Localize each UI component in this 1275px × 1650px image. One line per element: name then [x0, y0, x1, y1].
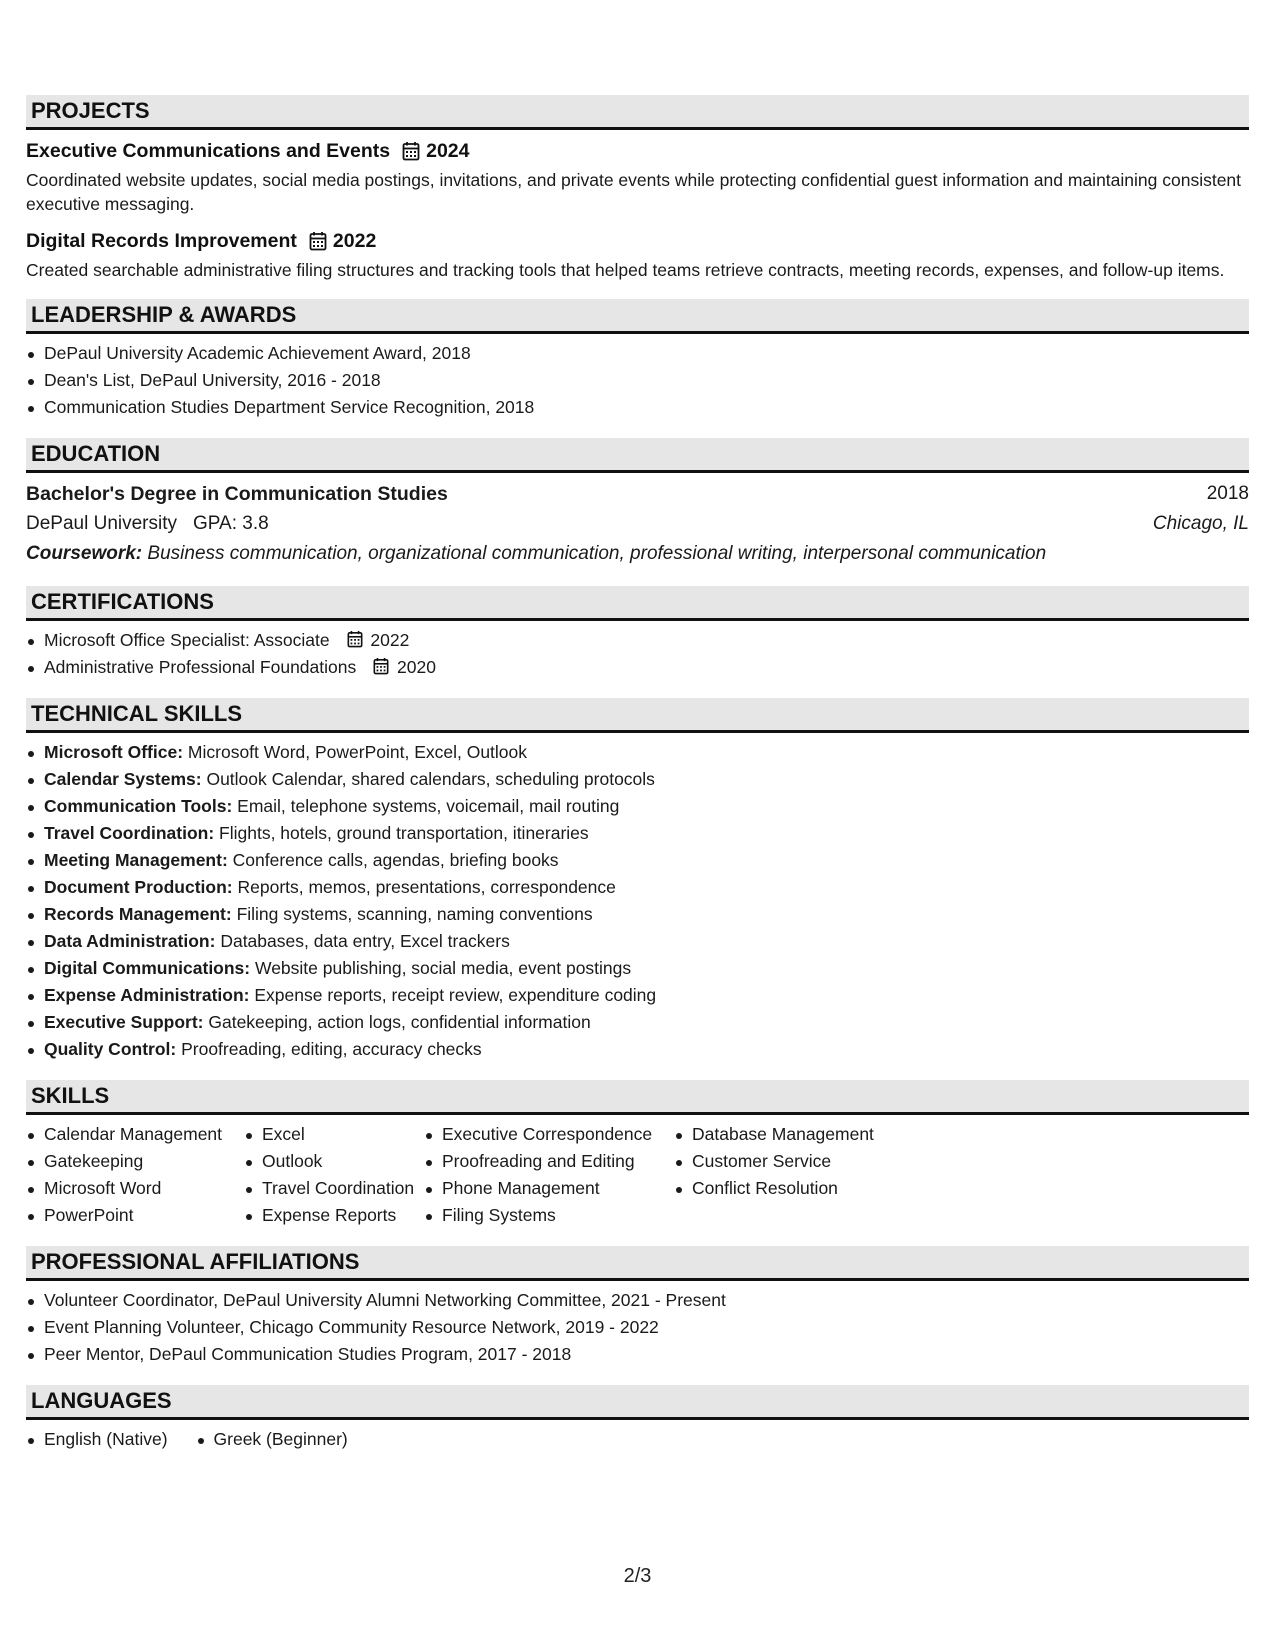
skill-details: Databases, data entry, Excel trackers	[220, 931, 510, 951]
project-title: Executive Communications and Events	[26, 140, 391, 162]
list-item: Event Planning Volunteer, Chicago Community Resource Network, 2019 - 2022	[26, 1314, 1249, 1341]
list-item: Excel	[244, 1121, 424, 1148]
university-name: DePaul University	[26, 513, 177, 534]
skill-category: Document Production:	[44, 877, 233, 897]
skill-category: Meeting Management:	[44, 850, 228, 870]
list-item	[26, 955, 1249, 982]
project-title-row	[26, 136, 1249, 166]
list-item	[26, 627, 1249, 654]
skill-details: Filing systems, scanning, naming conventions	[236, 904, 593, 924]
school-info	[26, 509, 269, 539]
coursework-label: Coursework:	[26, 543, 143, 564]
list-item	[26, 1036, 1249, 1063]
project-year: 2024	[426, 140, 470, 162]
technical-skills-list	[26, 739, 1249, 1063]
skills-heading: SKILLS	[26, 1080, 1249, 1115]
affiliations-heading: PROFESSIONAL AFFILIATIONS	[26, 1246, 1249, 1281]
list-item	[26, 1009, 1249, 1036]
gpa: GPA: 3.8	[193, 513, 269, 534]
list-item	[26, 982, 1249, 1009]
project-title-row	[26, 226, 1249, 256]
certification-year: 2020	[397, 657, 436, 677]
list-item: Greek (Beginner)	[196, 1426, 348, 1453]
languages-list	[26, 1426, 1249, 1453]
skills-column	[674, 1121, 924, 1229]
education-degree-row	[26, 479, 1249, 509]
calendar-icon	[347, 630, 363, 648]
school-location: Chicago, IL	[1152, 513, 1249, 534]
certification-name: Microsoft Office Specialist: Associate	[44, 630, 330, 650]
education-heading: EDUCATION	[26, 438, 1249, 473]
certification-name: Administrative Professional Foundations	[44, 657, 357, 677]
project-item	[26, 226, 1249, 282]
skills-grid	[26, 1121, 1249, 1229]
list-item: Microsoft Word	[26, 1175, 244, 1202]
skill-details: Expense reports, receipt review, expenditure coding	[254, 985, 657, 1005]
skill-details: Flights, hotels, ground transportation, itineraries	[219, 823, 589, 843]
coursework	[26, 539, 1249, 569]
skill-details: Microsoft Word, PowerPoint, Excel, Outlook	[187, 742, 528, 762]
skill-category: Expense Administration:	[44, 985, 250, 1005]
graduation-year: 2018	[1206, 483, 1249, 504]
list-item: Expense Reports	[244, 1202, 424, 1229]
projects-heading: PROJECTS	[26, 95, 1249, 130]
coursework-text: Business communication, organizational communication, professional writing, interpersonal communication	[147, 543, 1047, 564]
skill-category: Calendar Systems:	[44, 769, 202, 789]
skill-details: Reports, memos, presentations, correspondence	[237, 877, 616, 897]
skill-category: Quality Control:	[44, 1039, 177, 1059]
list-item: Peer Mentor, DePaul Communication Studies Program, 2017 - 2018	[26, 1341, 1249, 1368]
skills-column	[424, 1121, 674, 1229]
list-item	[26, 739, 1249, 766]
project-item	[26, 136, 1249, 216]
technical-skills-heading: TECHNICAL SKILLS	[26, 698, 1249, 733]
list-item: Customer Service	[674, 1148, 924, 1175]
list-item: Calendar Management	[26, 1121, 244, 1148]
list-item	[26, 847, 1249, 874]
affiliations-list	[26, 1287, 1249, 1368]
list-item: Communication Studies Department Service Recognition, 2018	[26, 394, 1249, 421]
calendar-icon	[309, 231, 327, 251]
page-number: 2/3	[623, 1565, 652, 1587]
list-item: English (Native)	[26, 1426, 168, 1453]
list-item: Outlook	[244, 1148, 424, 1175]
list-item: Filing Systems	[424, 1202, 674, 1229]
list-item: Executive Correspondence	[424, 1121, 674, 1148]
list-item: Gatekeeping	[26, 1148, 244, 1175]
list-item	[26, 793, 1249, 820]
skill-details: Proofreading, editing, accuracy checks	[181, 1039, 482, 1059]
skill-details: Conference calls, agendas, briefing books	[232, 850, 559, 870]
skills-column	[244, 1121, 424, 1229]
skill-category: Communication Tools:	[44, 796, 233, 816]
calendar-icon	[373, 657, 389, 675]
skill-details: Website publishing, social media, event postings	[255, 958, 632, 978]
list-item: Database Management	[674, 1121, 924, 1148]
list-item: Conflict Resolution	[674, 1175, 924, 1202]
project-description: Created searchable administrative filing structures and tracking tools that helped teams retrieve contracts, meeting records, expenses, and follow-up items.	[26, 260, 1225, 280]
list-item: PowerPoint	[26, 1202, 244, 1229]
skill-category: Digital Communications:	[44, 958, 251, 978]
skill-category: Data Administration:	[44, 931, 216, 951]
list-item	[26, 766, 1249, 793]
certification-year: 2022	[370, 630, 410, 650]
list-item	[26, 928, 1249, 955]
skill-category: Travel Coordination:	[44, 823, 215, 843]
list-item: Phone Management	[424, 1175, 674, 1202]
degree-title: Bachelor's Degree in Communication Studies	[26, 483, 448, 505]
skill-details: Outlook Calendar, shared calendars, scheduling protocols	[206, 769, 655, 789]
list-item	[26, 654, 1249, 681]
skill-category: Microsoft Office:	[44, 742, 184, 762]
list-item	[26, 901, 1249, 928]
calendar-icon	[402, 141, 420, 161]
list-item	[26, 874, 1249, 901]
list-item: Proofreading and Editing	[424, 1148, 674, 1175]
list-item	[26, 820, 1249, 847]
list-item: Dean's List, DePaul University, 2016 - 2018	[26, 367, 1249, 394]
list-item: Travel Coordination	[244, 1175, 424, 1202]
skill-category: Records Management:	[44, 904, 232, 924]
list-item: DePaul University Academic Achievement Award, 2018	[26, 340, 1249, 367]
skill-category: Executive Support:	[44, 1012, 204, 1032]
project-year: 2022	[332, 230, 377, 252]
certifications-heading: CERTIFICATIONS	[26, 586, 1249, 621]
leadership-heading: LEADERSHIP & AWARDS	[26, 299, 1249, 334]
certifications-list	[26, 627, 1249, 681]
list-item: Volunteer Coordinator, DePaul University Alumni Networking Committee, 2021 - Present	[26, 1287, 1249, 1314]
project-title: Digital Records Improvement	[26, 230, 297, 252]
education-entry	[26, 479, 1249, 569]
skill-details: Gatekeeping, action logs, confidential information	[208, 1012, 591, 1032]
languages-heading: LANGUAGES	[26, 1385, 1249, 1420]
education-school-row	[26, 509, 1249, 539]
project-description: Coordinated website updates, social media postings, invitations, and private events while protecting confidential guest information and maintaining consistent executive messaging.	[26, 170, 1242, 214]
resume-content	[26, 95, 1249, 1453]
leadership-list	[26, 340, 1249, 421]
skill-details: Email, telephone systems, voicemail, mail routing	[237, 796, 620, 816]
skills-column	[26, 1121, 244, 1229]
